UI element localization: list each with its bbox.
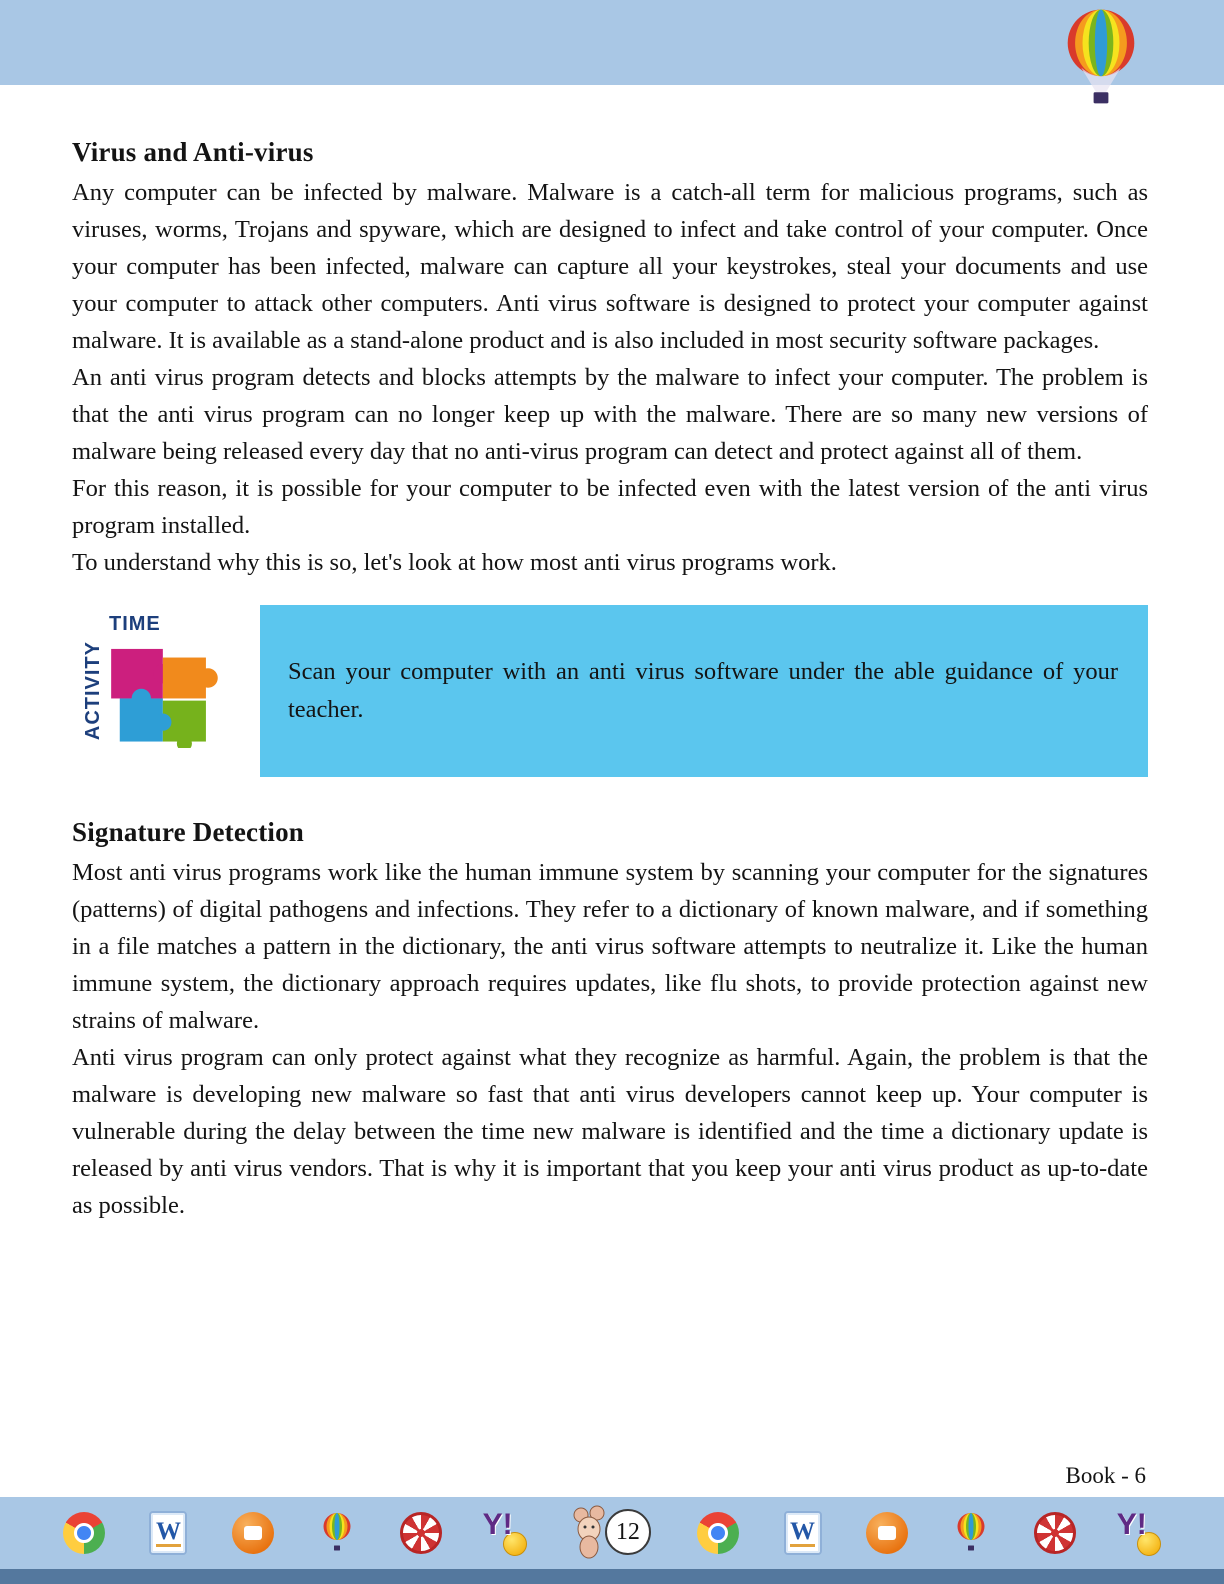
section-heading-virus: Virus and Anti-virus [72,137,314,167]
balloon-icon [948,1510,994,1556]
activity-time-label: TIME [109,613,161,635]
section-signature [72,817,1148,1224]
section-heading-signature: Signature Detection [72,817,305,847]
puzzle-pieces-icon [109,636,221,753]
footer-icon-band [0,1497,1224,1569]
section-virus [72,137,1148,581]
paragraph: An anti virus program detects and blocks attempts by the malware to infect your computer. The problem is that the anti virus program can no longer keep up with the malware. There are so many new versions of malware being released every day that no anti-virus program can detect and protect against all of them. [72,364,1148,465]
pinwheel-icon [398,1510,444,1556]
paragraph: To understand why this is so, let's look at how most anti virus programs work. [72,549,837,576]
paragraph: Any computer can be infected by malware. Malware is a catch-all term for malicious programs, such as viruses, worms, Trojans and spyware, which are designed to infect and take control of your computer. Once your computer has been infected, malware can capture all your keystrokes, steal your documents and use your computer to attack other computers. Anti virus software is designed to protect your computer against malware. It is available as a stand-alone product and is also included in most security software packages. [72,179,1148,354]
chrome-icon [61,1510,107,1556]
paragraph: For this reason, it is possible for your computer to be infected even with the latest version of the anti virus program installed. [72,475,1148,539]
page-footer [0,1463,1224,1584]
camera-icon [864,1510,910,1556]
activity-instruction-text: Scan your computer with an anti virus software under the able guidance of your teacher. [288,658,1118,723]
page-number-group [567,1505,657,1561]
yahoo-icon: Y! [1117,1510,1163,1556]
paragraph: Most anti virus programs work like the human immune system by scanning your computer for the signatures (patterns) of digital pathogens and infections. They refer to a dictionary of known malware, and if something in a file matches a pattern in the dictionary, the anti virus software attempts to neutralize it. Like the human immune system, the dictionary approach requires updates, like flu shots, to provide protection against new strains of malware. [72,859,1148,1034]
book-label: Book - 6 [1065,1463,1146,1488]
yahoo-icon: Y! [483,1510,529,1556]
paragraph: Anti virus program can only protect against what they recognize as harmful. Again, the problem is that the malware is developing new malware so fast that anti virus developers cannot keep up. Your computer is vulnerable during the delay between the time new malware is identified and the time a dictionary update is released by anti virus vendors. That is why it is important that you keep your anti virus product as up-to-date as possible. [72,1044,1148,1219]
activity-time-badge [72,605,260,777]
activity-badge-right [105,613,221,769]
chrome-icon [695,1510,741,1556]
activity-time-box [72,605,1148,777]
activity-vertical-label: ACTIVITY [82,641,104,741]
page-content [0,85,1224,1224]
header-band [0,0,1224,85]
balloon-icon [314,1510,360,1556]
camera-icon [230,1510,276,1556]
bottom-strip [0,1569,1224,1584]
word-document-icon: W [145,1510,191,1556]
word-document-icon: W [780,1510,826,1556]
page-number-badge: 12 [605,1509,651,1555]
pinwheel-icon [1032,1510,1078,1556]
footer-icons-row [0,1505,1224,1561]
hot-air-balloon-icon [1064,8,1138,115]
